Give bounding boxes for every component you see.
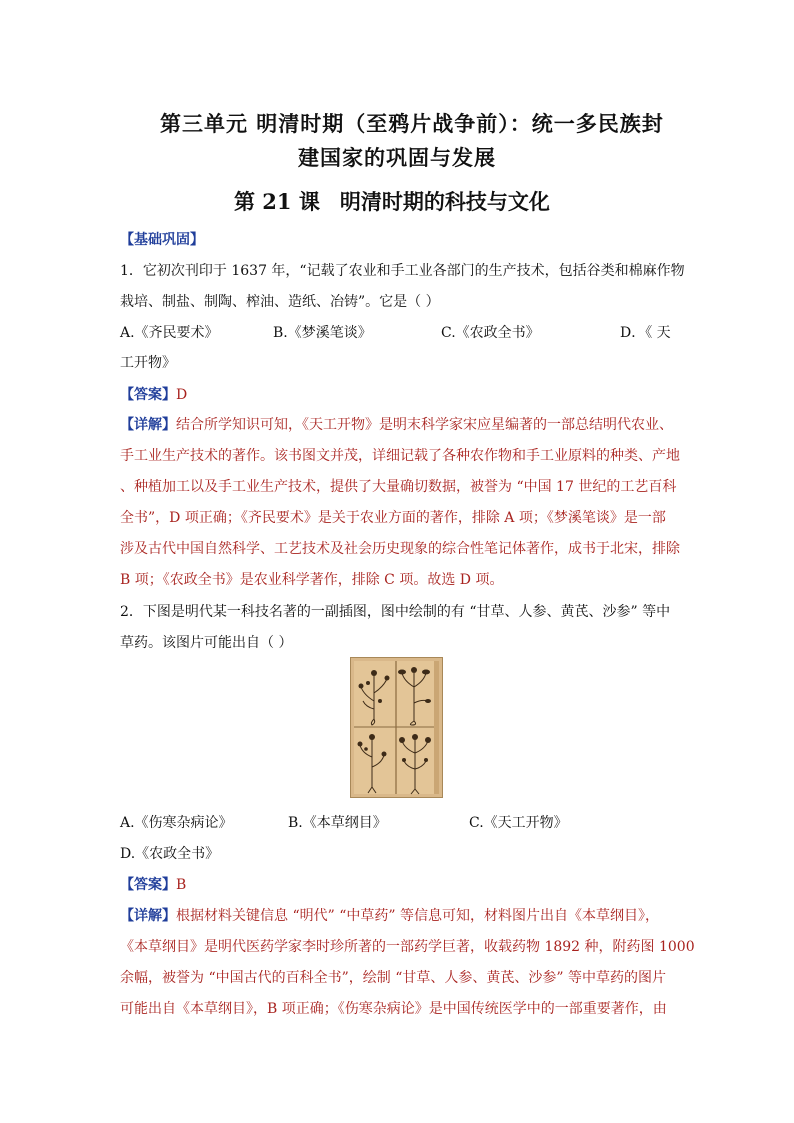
q1-detail-line-6: B 项；《农政全书》是农业科学著作，排除 C 项。故选 D 项。 — [120, 572, 504, 588]
detail-tag: 【详解】 — [120, 908, 176, 924]
q2-answer — [120, 874, 186, 894]
answer-value: B — [176, 877, 187, 893]
q1-detail-line-3: 、种植加工以及手工业生产技术，提供了大量确切数据，被誉为 “中国 17 世纪的工艺百科 — [120, 479, 677, 495]
q2-detail-line-4: 可能出自《本草纲目》，B 项正确；《伤寒杂病论》是中国传统医学中的一部重要著作，由 — [120, 1001, 667, 1017]
q2-detail-line-2: 《本草纲目》是明代医药学家李时珍所著的一部药学巨著，收载药物 1892 种，附药图 1000 — [120, 939, 695, 955]
q2-stem-line-1: 2．下图是明代某一科技名著的一副插图，图中绘制的有 “甘草、人参、黄芪、沙参” 等中 — [120, 604, 671, 620]
herbal-illustration-icon — [350, 657, 443, 798]
q1-option-d-continued: 工开物》 — [120, 355, 176, 371]
unit-title-line-2: 建国家的巩固与发展 — [298, 145, 496, 170]
answer-tag: 【答案】 — [120, 877, 176, 893]
q1-stem-line-2: 栽培、制盐、制陶、榨油、造纸、冶铸”。它是（ ） — [120, 294, 440, 310]
q1-option-b: B.《梦溪笔谈》 — [273, 325, 372, 341]
detail-text: 根据材料关键信息 “明代” “中草药” 等信息可知，材料图片出自《本草纲目》， — [176, 908, 659, 924]
q2-detail-line-1 — [120, 905, 659, 925]
lesson-name: 明清时期的科技与文化 — [339, 189, 550, 214]
lesson-title — [234, 186, 550, 216]
q1-answer — [120, 384, 187, 404]
detail-tag: 【详解】 — [120, 417, 176, 433]
q2-stem-line-2: 草药。该图片可能出自（ ） — [120, 635, 293, 651]
section-label: 【基础巩固】 — [120, 232, 204, 248]
answer-tag: 【答案】 — [120, 387, 176, 403]
detail-text: 结合所学知识可知，《天工开物》是明末科学家宋应星编著的一部总结明代农业、 — [176, 417, 673, 433]
q1-detail-line-4: 全书”，D 项正确；《齐民要术》是关于农业方面的著作，排除 A 项；《梦溪笔谈》是一部 — [120, 510, 666, 526]
q1-option-c: C.《农政全书》 — [441, 325, 540, 341]
q1-detail-line-1 — [120, 414, 673, 434]
q1-stem-line-1: 1．它初次刊印于 1637 年，“记载了农业和手工业各部门的生产技术，包括谷类和棉麻作物 — [120, 263, 685, 279]
q2-option-a: A.《伤寒杂病论》 — [120, 815, 233, 831]
q2-option-b: B.《本草纲目》 — [288, 815, 387, 831]
q1-option-d: D．《 天 — [620, 325, 671, 341]
q2-option-d: D.《农政全书》 — [120, 846, 220, 862]
lesson-number: 第 21 课 — [234, 189, 320, 214]
q1-option-a: A.《齐民要术》 — [120, 325, 219, 341]
q1-detail-line-2: 手工业生产技术的著作。该书图文并茂，详细记载了各种农作物和手工业原料的种类、产地 — [120, 448, 680, 464]
answer-value: D — [176, 387, 188, 403]
unit-title-line-1: 第三单元 明清时期（至鸦片战争前）：统一多民族封 — [160, 111, 664, 136]
q2-option-c: C.《天工开物》 — [469, 815, 568, 831]
q1-detail-line-5: 涉及古代中国自然科学、工艺技术及社会历史现象的综合性笔记体著作，成书于北宋，排除 — [120, 541, 680, 557]
q2-detail-line-3: 余幅，被誉为 “中国古代的百科全书”，绘制 “甘草、人参、黄芪、沙参” 等中草药的图片 — [120, 970, 666, 986]
